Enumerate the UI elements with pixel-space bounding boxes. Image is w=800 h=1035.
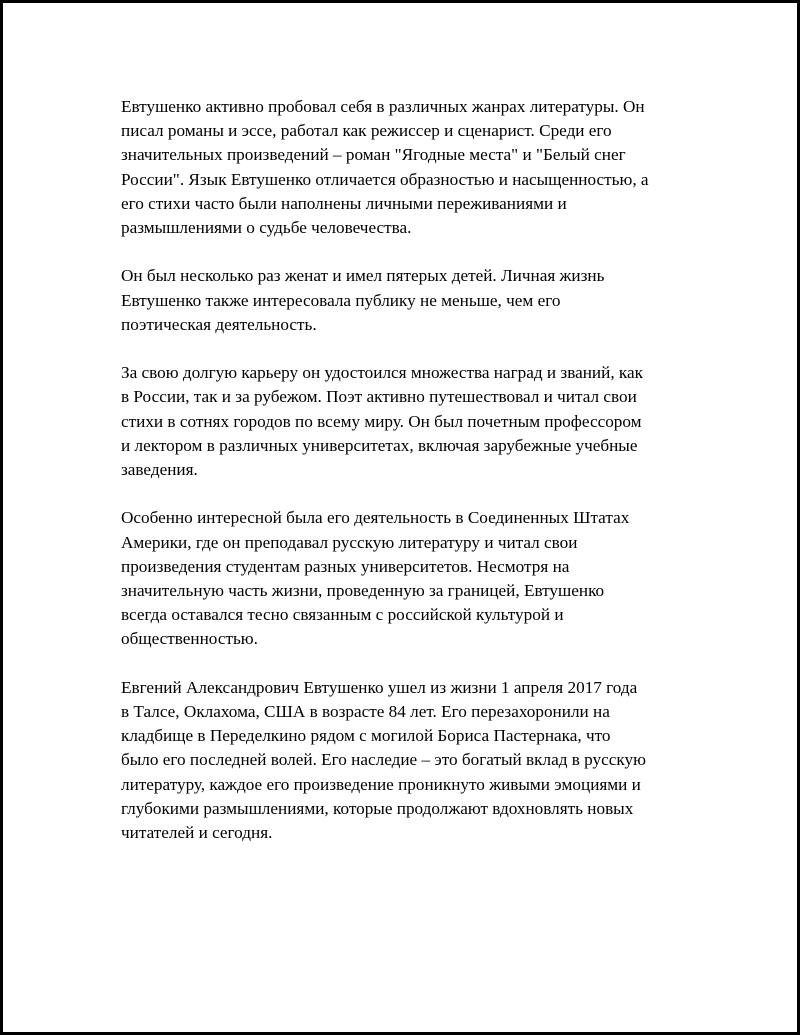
text-line: Особенно интересной была его деятельность в Соединенных Штатах (121, 508, 630, 528)
text-line: За свою долгую карьеру он удостоился множества наград и званий, как (121, 363, 643, 383)
text-line: всегда оставался тесно связанным с российской культурой и (121, 605, 564, 625)
text-line: значительных произведений – роман "Ягодные места" и "Белый снег (121, 145, 626, 165)
text-line: значительную часть жизни, проведенную за границей, Евтушенко (121, 581, 605, 601)
text-line: было его последней волей. Его наследие – это богатый вклад в русскую (121, 750, 646, 770)
text-line: Евтушенко активно пробовал себя в различных жанрах литературы. Он (121, 97, 645, 116)
text-line: поэтическая деятельность. (121, 314, 317, 334)
text-line: Евгений Александрович Евтушенко ушел из жизни 1 апреля 2017 года (121, 677, 638, 697)
text-line: размышлениями о судьбе человечества. (121, 218, 412, 238)
text-line: России". Язык Евтушенко отличается образностью и насыщенностью, а (121, 169, 649, 189)
text-line: кладбище в Переделкино рядом с могилой Бориса Пастернака, что (121, 726, 611, 746)
paragraph (121, 361, 696, 482)
paragraph (121, 506, 696, 651)
paragraph (121, 676, 696, 845)
text-line: Он был несколько раз женат и имел пятерых детей. Личная жизнь (121, 266, 605, 286)
text-line: читателей и сегодня. (121, 823, 273, 843)
text-line: его стихи часто были наполнены личными переживаниями и (121, 193, 567, 213)
text-line: произведения студентам разных университетов. Несмотря на (121, 556, 570, 576)
text-line: общественностью. (121, 629, 258, 649)
text-line: литературу, каждое его произведение проникнуто живыми эмоциями и (121, 774, 641, 794)
text-line: и лектором в различных университетах, включая зарубежные учебные (121, 435, 638, 455)
text-line: Америки, где он преподавал русскую литературу и читал свои (121, 532, 578, 552)
text-line: в России, так и за рубежом. Поэт активно путешествовал и читал свои (121, 387, 637, 407)
text-line: заведения. (121, 460, 198, 480)
document-body (121, 95, 696, 869)
paragraph (121, 95, 696, 240)
text-line: Евтушенко также интересовала публику не меньше, чем его (121, 290, 561, 310)
text-line: глубокими размышлениями, которые продолжают вдохновлять новых (121, 798, 634, 818)
text-line: в Талсе, Оклахома, США в возрасте 84 лет. Его перезахоронили на (121, 702, 610, 722)
text-line: писал романы и эссе, работал как режиссер и сценарист. Среди его (121, 121, 612, 141)
paragraph (121, 264, 696, 337)
text-line: стихи в сотнях городов по всему миру. Он был почетным профессором (121, 411, 642, 431)
